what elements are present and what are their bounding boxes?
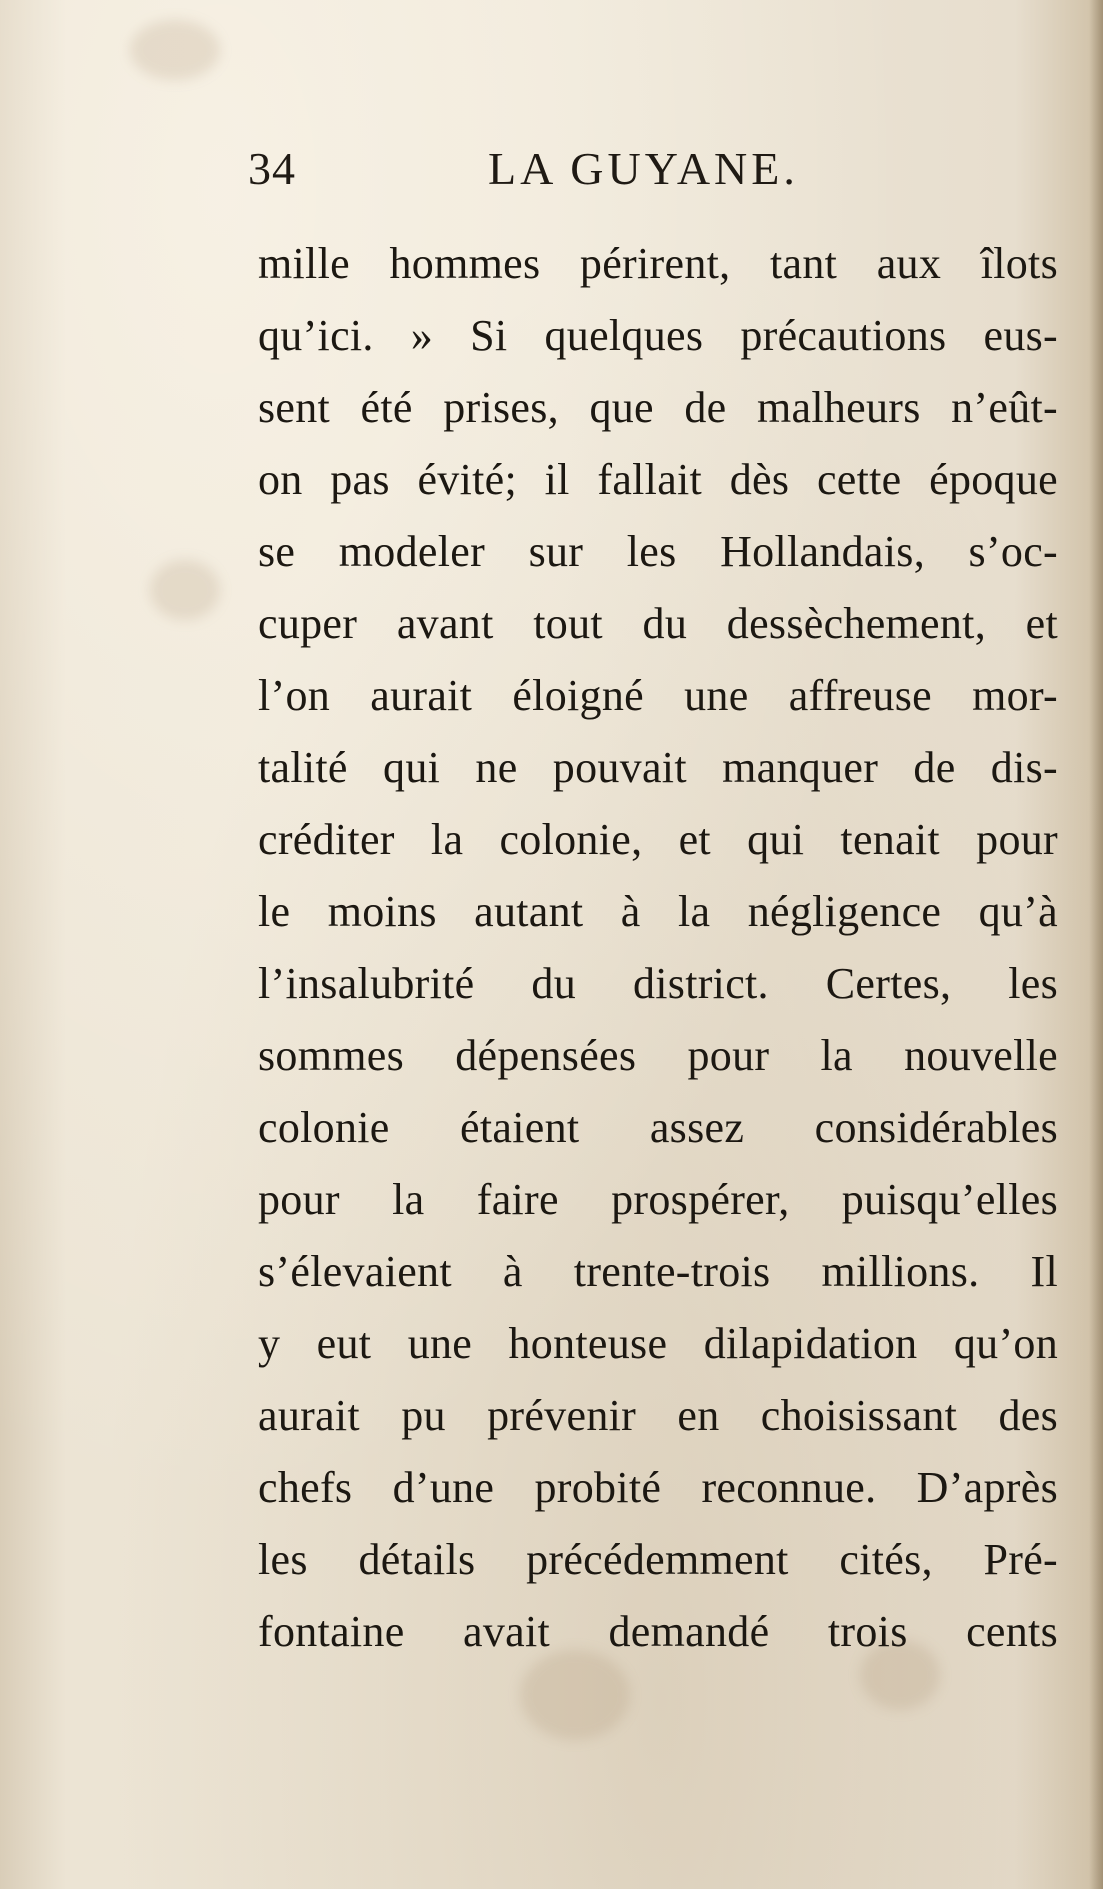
text-line: colonie étaient assez considérables: [258, 1103, 1058, 1152]
text-line: sent été prises, que de malheurs n’eût-: [258, 383, 1058, 432]
text-line: qu’ici. » Si quelques précautions eus-: [258, 311, 1058, 360]
text-line: se modeler sur les Hollandais, s’oc-: [258, 527, 1058, 576]
page-gutter-shadow: [1089, 0, 1103, 1889]
text-line: on pas évité; il fallait dès cette époque: [258, 455, 1058, 504]
text-line: chefs d’une probité reconnue. D’après: [258, 1463, 1058, 1512]
body-text: [258, 228, 1058, 1668]
text-line: y eut une honteuse dilapidation qu’on: [258, 1319, 1058, 1368]
text-line: le moins autant à la négligence qu’à: [258, 887, 1058, 936]
paper-stain: [130, 20, 220, 80]
text-line: créditer la colonie, et qui tenait pour: [258, 815, 1058, 864]
text-line: cuper avant tout du dessèchement, et: [258, 599, 1058, 648]
page-number: 34: [248, 143, 296, 194]
text-line: pour la faire prospérer, puisqu’elles: [258, 1175, 1058, 1224]
text-line: les détails précédemment cités, Pré-: [258, 1535, 1058, 1584]
text-line: aurait pu prévenir en choisissant des: [258, 1391, 1058, 1440]
text-line: fontaine avait demandé trois cents: [258, 1607, 1058, 1656]
text-line: l’insalubrité du district. Certes, les: [258, 959, 1058, 1008]
page-header: [248, 142, 828, 202]
text-line: talité qui ne pouvait manquer de dis-: [258, 743, 1058, 792]
text-line: sommes dépensées pour la nouvelle: [258, 1031, 1058, 1080]
text-line: l’on aurait éloigné une affreuse mor-: [258, 671, 1058, 720]
text-line: mille hommes périrent, tant aux îlots: [258, 239, 1058, 288]
text-line: s’élevaient à trente-trois millions. Il: [258, 1247, 1058, 1296]
paper-stain: [150, 560, 220, 620]
running-title: LA GUYANE.: [488, 143, 799, 194]
